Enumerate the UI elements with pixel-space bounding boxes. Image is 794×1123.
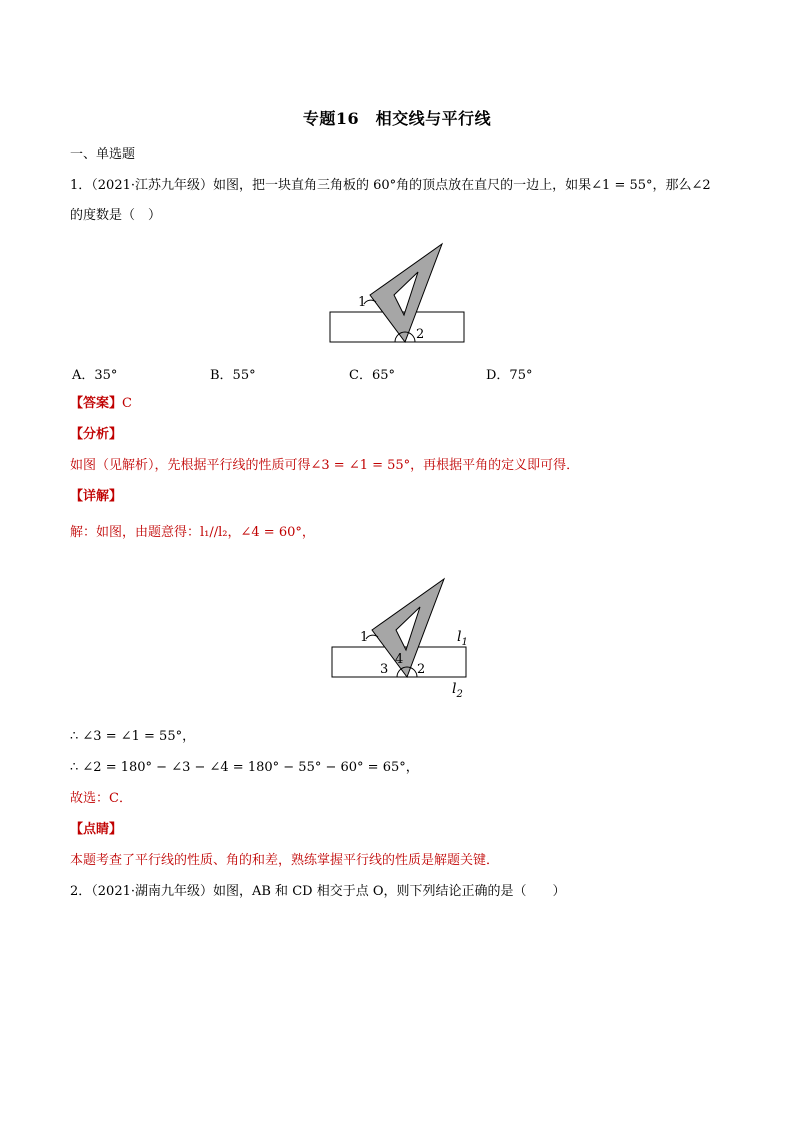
angle1-label: 1 xyxy=(358,295,367,310)
comment-tag: 【点睛】 xyxy=(70,822,123,837)
analysis-tag: 【分析】 xyxy=(70,427,123,442)
step3: 故选：C． xyxy=(70,791,132,806)
q2-stem: 2．（2021·湖南九年级）如图，AB 和 CD 相交于点 O，则下列结论正确的是（ ） xyxy=(70,884,566,899)
answer-tag: 【答案】 xyxy=(70,396,123,411)
step2: ∴ ∠2 = 180° − ∠3 − ∠4 = 180° − 55° − 60° = 65°， xyxy=(70,760,419,775)
detail-tag: 【详解】 xyxy=(70,489,123,504)
q1-solution-figure xyxy=(320,575,490,705)
angle4-label: 4 xyxy=(395,652,404,667)
option-b: B．55° xyxy=(210,368,256,383)
answer-line xyxy=(70,394,132,414)
angle3-label: 3 xyxy=(380,662,389,677)
angle1-label: 1 xyxy=(360,630,369,645)
option-d: D．75° xyxy=(486,368,533,383)
angle2-label: 2 xyxy=(417,662,426,677)
q1-figure xyxy=(320,240,480,350)
line2-label: $l_2$ xyxy=(452,681,463,700)
q1-stem-line1: 1．（2021·江苏九年级）如图，把一块直角三角板的 60°角的顶点放在直尺的一边上，如果∠1 = 55°，那么∠2 xyxy=(70,178,711,193)
option-a: A．35° xyxy=(72,368,118,383)
q1-stem-line2: 的度数是（ ） xyxy=(70,208,162,223)
detail-intro: 解：如图，由题意得：l₁//l₂，∠4 = 60°， xyxy=(70,525,315,540)
line1-label: $l_1$ xyxy=(457,629,468,648)
analysis-text: 如图（见解析），先根据平行线的性质可得∠3 = ∠1 = 55°，再根据平角的定义即可得． xyxy=(70,458,580,473)
answer-value: C xyxy=(122,396,132,411)
angle2-label: 2 xyxy=(416,327,425,342)
comment-text: 本题考查了平行线的性质、角的和差，熟练掌握平行线的性质是解题关键． xyxy=(70,853,500,868)
page-title: 专题16 相交线与平行线 xyxy=(302,109,492,128)
section-heading: 一、单选题 xyxy=(70,147,136,162)
step1: ∴ ∠3 = ∠1 = 55°， xyxy=(70,729,196,744)
option-c: C．65° xyxy=(349,368,395,383)
